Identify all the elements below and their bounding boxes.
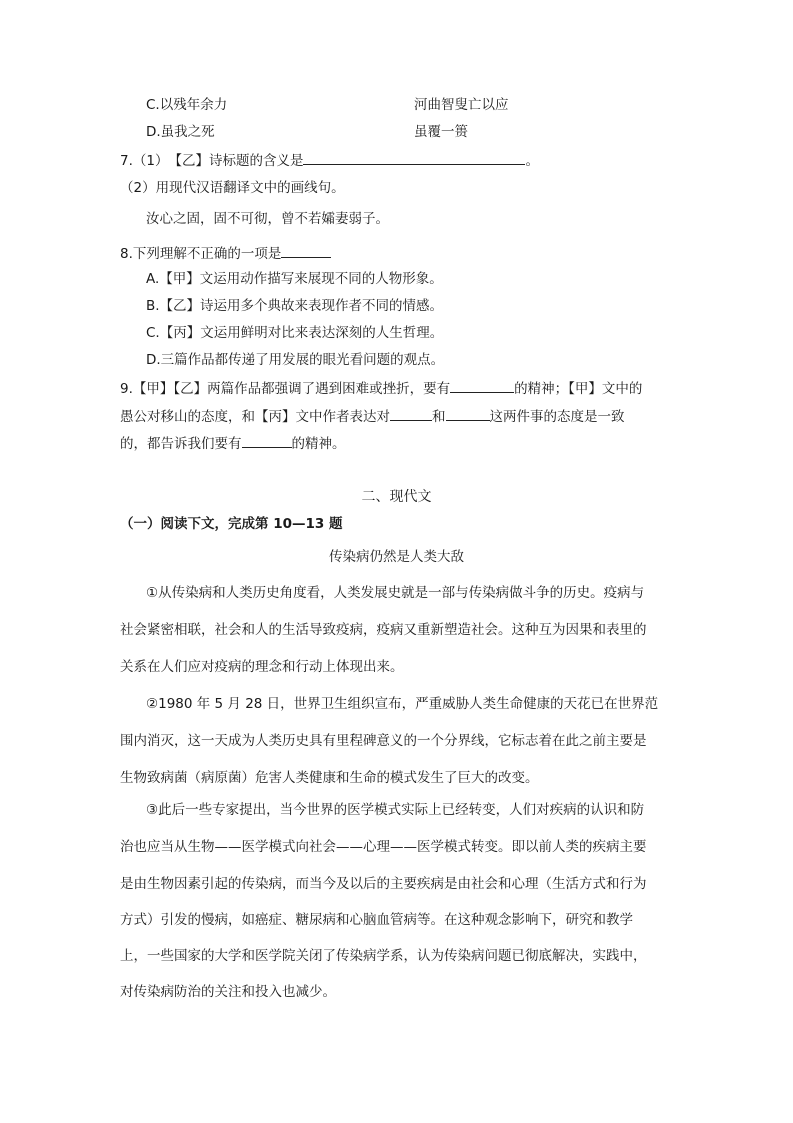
q8-option-d: D.三篇作品都传递了用发展的眼光看问题的观点。 [146,352,445,368]
p2-line-3: 生物致病菌（病原菌）危害人类健康和生命的模式发生了巨大的改变。 [120,770,539,786]
q9-line2 [120,406,625,426]
q7-part1-prefix: 7.（1） 【乙】诗标题的含义是 [120,153,304,169]
p3-line-5: 上，一些国家的大学和医学院关闭了传染病学系，认为传染病问题已彻底解决，实践中， [120,948,647,964]
q9-line3-text-a: 的，都告诉我们要有 [120,436,242,452]
option-d-left: D.虽我之死 [146,124,215,140]
q8-option-b: B.【乙】诗运用多个典故来表现作者不同的情感。 [146,298,444,314]
option-c-left: C.以残年余力 [146,97,228,113]
p3-line-6: 对传染病防治的关注和投入也减少。 [120,984,336,1000]
p1-line-2: 社会紧密相联，社会和人的生活导致疫病，疫病又重新塑造社会。这种互为因果和表里的 [120,622,647,638]
q7-part1-suffix: 。 [525,153,539,169]
q9-line1-text-b: 的精神；【甲】文中的 [514,381,643,397]
p3-line-2: 治也应当从生物——医学模式向社会——心理——医学模式转变。即以前人类的疾病主要 [120,839,647,855]
option-c-right: 河曲智叟亡以应 [414,97,509,113]
q9-blank-3[interactable] [446,406,490,421]
q9-line1 [120,378,642,398]
q9-line2-text-c: 这两件事的态度是一致 [489,409,625,425]
q9-line1-text-a: 9.【甲】【乙】两篇作品都强调了遇到困难或挫折，要有 [120,381,451,397]
p1-line-1: ①从传染病和人类历史角度看，人类发展史就是一部与传染病做斗争的历史。疫病与 [146,585,645,601]
q9-blank-4[interactable] [242,433,292,448]
option-d-right: 虽覆一篑 [414,124,468,140]
q9-line2-text-a: 愚公对移山的态度，和【丙】文中作者表达对 [120,409,390,425]
p1-line-3: 关系在人们应对疫病的理念和行动上体现出来。 [120,659,404,675]
q7-sentence: 汝心之固，固不可彻，曾不若孀妻弱子。 [146,211,389,227]
q9-line3-text-b: 的精神。 [291,436,346,452]
q8-answer-blank[interactable] [281,243,331,258]
article-title: 传染病仍然是人类大敌 [329,549,464,565]
q9-line3 [120,433,346,453]
q9-line2-text-b: 和 [432,409,446,425]
q8-stem [120,243,331,263]
q8-option-a: A.【甲】文运用动作描写来展现不同的人物形象。 [146,271,443,287]
q7-part1 [120,150,539,170]
q7-part2: （2）用现代汉语翻译文中的画线句。 [120,180,345,196]
p2-line-2: 围内消灭，这一天成为人类历史具有里程碑意义的一个分界线，它标志着在此之前主要是 [120,733,647,749]
p2-line-1: ②1980 年 5 月 28 日，世界卫生组织宣布，严重威胁人类生命健康的天花已在世界范 [146,696,659,712]
q7-answer-blank[interactable] [303,150,525,165]
p3-line-3: 是由生物因素引起的传染病，而当今及以后的主要疾病是由社会和心理（生活方式和行为 [120,876,647,892]
q9-blank-2[interactable] [390,406,432,421]
p3-line-4: 方式）引发的慢病，如癌症、糖尿病和心脑血管病等。在这种观念影响下，研究和教学 [120,912,633,928]
q8-option-c: C.【丙】文运用鲜明对比来表达深刻的人生哲理。 [146,325,444,341]
q8-stem-text: 8.下列理解不正确的一项是 [120,246,282,262]
p3-line-1: ③此后一些专家提出，当今世界的医学模式实际上已经转变，人们对疾病的认识和防 [146,802,645,818]
q9-blank-1[interactable] [450,378,514,393]
section-title: 二、现代文 [361,489,432,505]
section-subtitle: （一）阅读下文，完成第 10—13 题 [120,516,343,532]
